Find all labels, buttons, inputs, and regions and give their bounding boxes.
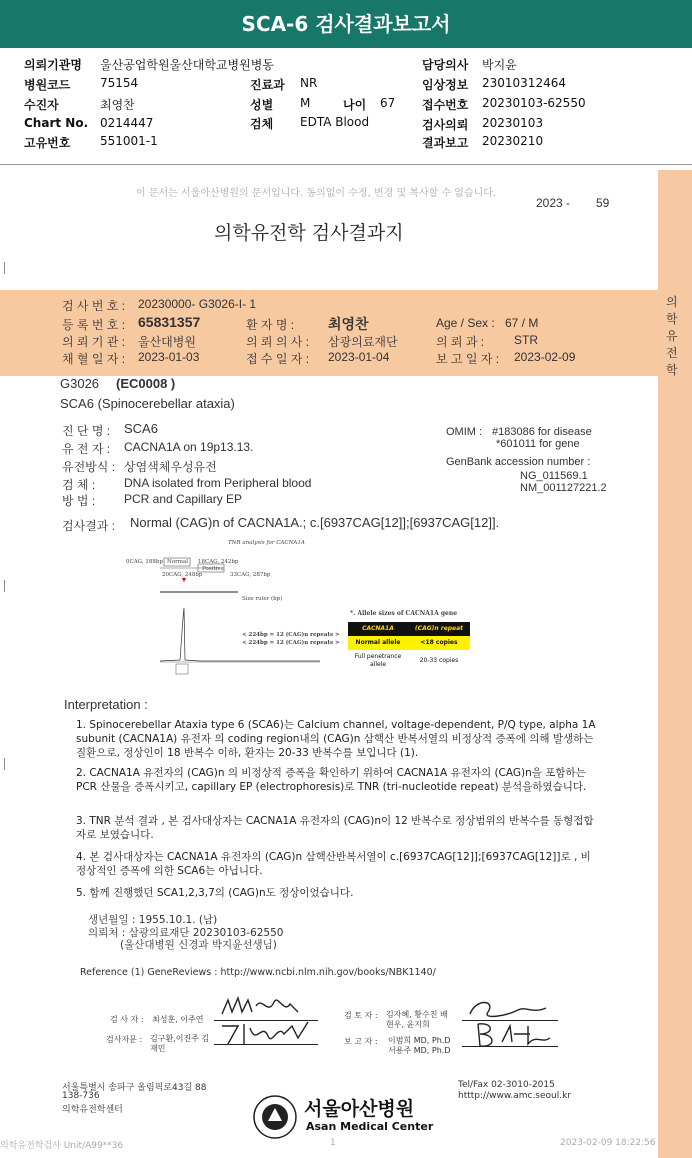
requester: 의뢰처 : 삼광의료재단 20230103-62550 — [88, 927, 284, 939]
tel-fax: Tel/Fax 02-3010-2015 — [458, 1080, 555, 1090]
label-method: 방 법 : — [62, 494, 96, 508]
vertical-char: 유 — [666, 329, 678, 343]
label-sex: 성별 — [250, 98, 274, 112]
value-reg-no: 65831357 — [138, 314, 201, 330]
address-line-2: 138-736 — [62, 1091, 100, 1101]
allele-full-label: Full penetrance allele — [354, 653, 402, 668]
report-title: SCA-6 검사결과보고서 — [241, 12, 451, 36]
allele-row-full — [348, 650, 470, 672]
hospital-seal-logo — [252, 1094, 298, 1140]
label-specimen: 검체 — [250, 117, 274, 131]
tester-label: 검 사 자 : — [110, 1015, 144, 1024]
label-patient-name: 환 자 명 : — [246, 318, 295, 332]
value-patient: 최영찬 — [100, 98, 135, 112]
reporter-names: 이범희 MD, Ph.D 서용주 MD, Ph.D — [388, 1036, 451, 1055]
vertical-char: 학 — [666, 312, 678, 326]
fig-repeat-2: < 224bp = 12 (CAG)n repeats > — [242, 640, 340, 646]
label-gene: 유 전 자 : — [62, 442, 111, 456]
tester-names: 최성훈, 이주연 — [152, 1015, 204, 1024]
allele-row-normal — [348, 636, 470, 650]
label-institution: 의뢰기관명 — [24, 58, 82, 72]
fig-label-normal: Normal — [167, 559, 189, 565]
label-clinical-info: 임상정보 — [422, 78, 469, 92]
genbank-1: NG_011569.1 — [520, 470, 588, 482]
allele-normal-label: Normal allele — [355, 639, 401, 646]
allele-normal-value: <18 copies — [420, 639, 458, 646]
value-institution: 울산공업학원울산대학교병원병동 — [100, 58, 274, 72]
label-age-sex: Age / Sex : — [436, 316, 495, 330]
interp-para-3: 3. TNR 분석 결과 , 본 검사대상자는 CACNA1A 유전자의 (CAG)n이 12 반복수로 정상범위의 반복수를 동형접합자로 보였습니다. — [76, 815, 594, 841]
label-unique-no: 고유번호 — [24, 136, 71, 150]
genbank-label: GenBank accession number : — [446, 456, 591, 468]
interp-para-4: 4. 본 검사대상자는 CACNA1A 유전자의 (CAG)n 삼핵산반복서열이 c.[6937CAG[12]];[6937CAG[12]]로 , 비정상적인 증폭에 의한 SCA6는 아닙니다. — [76, 851, 591, 877]
value-sex: M — [300, 96, 311, 110]
advisor-sign-line — [214, 1044, 318, 1045]
label-patient: 수진자 — [24, 98, 59, 112]
margin-tick — [4, 262, 5, 274]
label-chart-no: Chart No. — [24, 116, 89, 130]
margin-tick — [4, 580, 5, 592]
reviewer-label: 검 토 자 : — [344, 1011, 378, 1020]
value-specimen: EDTA Blood — [300, 115, 370, 129]
allele-table-title: *. Allele sizes of CACNA1A gene — [350, 610, 458, 617]
fig-label-20cag: 20CAG, 248bp — [162, 572, 203, 578]
fig-label-33cag: 33CAG, 287bp — [230, 572, 271, 578]
label-req-inst: 의 뢰 기 관 : — [62, 335, 126, 349]
value-method: PCR and Capillary EP — [124, 492, 243, 506]
reviewer-names: 김자혜, 황수진 배현우, 윤지희 — [386, 1010, 448, 1029]
interp-para-1: 1. Spinocerebellar Ataxia type 6 (SCA6)는 Calcium channel, voltage-dependent, P/Q type, alpha 1A subunit (CACNA1A) 유전자 의 coding region내의 (CAG)n 삼핵산 반복서열의 비정상적 증폭에 의해 발생하는 질환으로, 정상인이 18 반복수 이하, 환자는 20-33 반복수를 보입니다 (1). — [76, 719, 596, 759]
value-patient-name: 최영찬 — [328, 316, 369, 332]
address-line-1: 서울특별시 송파구 올림픽로43길 88 — [62, 1083, 207, 1093]
omim-gene: *601011 for gene — [496, 438, 580, 450]
label-report-date-doc: 보 고 일 자 : — [436, 352, 500, 366]
value-hospital-code: 75154 — [100, 76, 139, 90]
copy-notice: 이 문서는 서울아산병원의 문서입니다. 동의없이 수정, 변경 및 복사할 수 없습니다. — [136, 188, 497, 199]
label-hospital-code: 병원코드 — [24, 78, 71, 92]
address-line-3: 의학유전학센터 — [62, 1105, 123, 1115]
doc-title: 의학유전학 검사결과지 — [214, 222, 404, 244]
label-collect-date: 채 혈 일 자 : — [62, 352, 126, 366]
fig-repeat-1: < 224bp = 12 (CAG)n repeats > — [242, 632, 340, 638]
advisor-label: 검사자문 : — [106, 1035, 143, 1044]
value-req-inst: 울산대병원 — [138, 335, 196, 349]
allele-full-value: 20-33 copies — [419, 657, 459, 664]
value-receive-date: 2023-01-04 — [328, 350, 390, 364]
value-inheritance: 상염색체우성유전 — [124, 460, 217, 474]
value-report-date-doc: 2023-02-09 — [514, 350, 576, 364]
tnr-figure — [120, 548, 350, 678]
advisor-names: 김구환,이진주 김재민 — [150, 1034, 210, 1053]
value-age: 67 — [380, 96, 396, 110]
fig-label-0cag: 0CAG, 188bp — [126, 559, 163, 565]
value-chart-no: 0214447 — [100, 116, 154, 130]
header-separator — [0, 164, 692, 165]
test-subcode: (EC0008 ) — [116, 376, 176, 391]
allele-th-repeat: (CAG)n repeat — [414, 625, 464, 632]
hospital-name-ko: 서울아산병원 — [304, 1098, 415, 1120]
vertical-char: 의 — [666, 295, 678, 309]
reporter-signature — [470, 1020, 560, 1052]
doc-serial: 59 — [596, 196, 610, 210]
label-dept: 진료과 — [250, 78, 285, 92]
value-specimen-doc: DNA isolated from Peripheral blood — [124, 476, 312, 490]
vertical-char: 전 — [666, 346, 678, 360]
value-req-dept: STR — [514, 333, 538, 347]
hospital-name-en: Asan Medical Center — [306, 1120, 434, 1133]
value-diagnosis: SCA6 — [124, 421, 158, 436]
value-report-date: 20230210 — [482, 134, 544, 148]
label-age: 나이 — [343, 98, 367, 112]
value-dept: NR — [300, 76, 318, 90]
value-unique-no: 551001-1 — [100, 134, 158, 148]
label-test-no: 검 사 번 호 : — [62, 299, 126, 313]
allele-th-gene: CACNA1A — [362, 625, 394, 632]
test-code: G3026 — [60, 376, 100, 391]
label-inheritance: 유전방식 : — [62, 460, 116, 474]
footer-unit: 의학유전학검사 Unit/A99**36 — [0, 1141, 124, 1151]
label-diagnosis: 진 단 명 : — [62, 424, 111, 438]
result-value: Normal (CAG)n of CACNA1A.; c.[6937CAG[12]];[6937CAG[12]]. — [130, 515, 500, 530]
reporter-sign-line — [462, 1046, 558, 1047]
margin-tick — [4, 758, 5, 770]
fig-label-18cag: 18CAG, 242bp — [198, 559, 239, 565]
report-header-bar — [0, 0, 692, 48]
vertical-label — [666, 294, 682, 379]
test-name: SCA6 (Spinocerebellar ataxia) — [60, 396, 235, 411]
footer-page: 1 — [330, 1138, 336, 1148]
label-specimen-doc: 검 체 : — [62, 478, 96, 492]
value-doctor: 박지윤 — [482, 58, 517, 72]
figure-title: TNR analysis for CACNA1A — [228, 540, 305, 546]
label-doctor: 담당의사 — [422, 58, 469, 72]
interp-para-5: 5. 함께 진행했던 SCA1,2,3,7의 (CAG)n도 정상이었습니다. — [76, 887, 354, 899]
fig-size-ruler: Size ruler (bp) — [242, 596, 283, 602]
label-req-dept: 의 뢰 과 : — [436, 335, 485, 349]
interpretation-title: Interpretation : — [64, 697, 148, 712]
label-receipt-no: 접수번호 — [422, 98, 469, 112]
label-req-org: 의 뢰 의 사 : — [246, 335, 310, 349]
label-report-date: 결과보고 — [422, 136, 469, 150]
birth-date: 생년월일 : 1955.10.1. (남) — [88, 914, 218, 926]
requester-detail: (울산대병원 신경과 박지윤선생님) — [120, 939, 277, 951]
interp-para-2: 2. CACNA1A 유전자의 (CAG)n 의 비정상적 증폭을 확인하기 위하여 CACNA1A 유전자의 (CAG)n을 포함하는 PCR 산물을 증폭시키고, capillary EP (electrophoresis)로 TNR (tri-nucleotide repeat) 분석을하였습니다. — [76, 767, 587, 793]
website: htttp://www.amc.seoul.kr — [458, 1091, 572, 1101]
value-gene: CACNA1A on 19p13.13. — [124, 440, 254, 454]
value-req-org: 삼광의료재단 — [328, 335, 398, 349]
omim-disease: #183086 for disease — [492, 426, 592, 438]
allele-table-header — [348, 622, 470, 636]
label-receive-date: 접 수 일 자 : — [246, 352, 310, 366]
value-request-date: 20230103 — [482, 116, 544, 130]
doc-year: 2023 - — [536, 196, 571, 210]
value-collect-date: 2023-01-03 — [138, 350, 200, 364]
value-age-sex: 67 / M — [505, 316, 539, 330]
omim-label: OMIM : — [446, 426, 483, 438]
reference: Reference (1) GeneReviews : http://www.ncbi.nlm.nih.gov/books/NBK1140/ — [80, 967, 436, 978]
label-reg-no: 등 록 번 호 : — [62, 318, 126, 332]
value-test-no: 20230000- G3026-I- 1 — [138, 297, 257, 311]
result-label: 검사결과 : — [62, 519, 116, 533]
label-request-date: 검사의뢰 — [422, 118, 469, 132]
fig-label-positive: Positive — [202, 566, 224, 572]
footer-timestamp: 2023-02-09 18:22:56 — [560, 1138, 656, 1148]
genbank-2: NM_001127221.2 — [520, 482, 607, 494]
reporter-label: 보 고 자 : — [344, 1037, 378, 1046]
value-receipt-no: 20230103-62550 — [482, 96, 586, 110]
vertical-char: 학 — [666, 363, 678, 377]
value-clinical-info: 23010312464 — [482, 76, 566, 90]
